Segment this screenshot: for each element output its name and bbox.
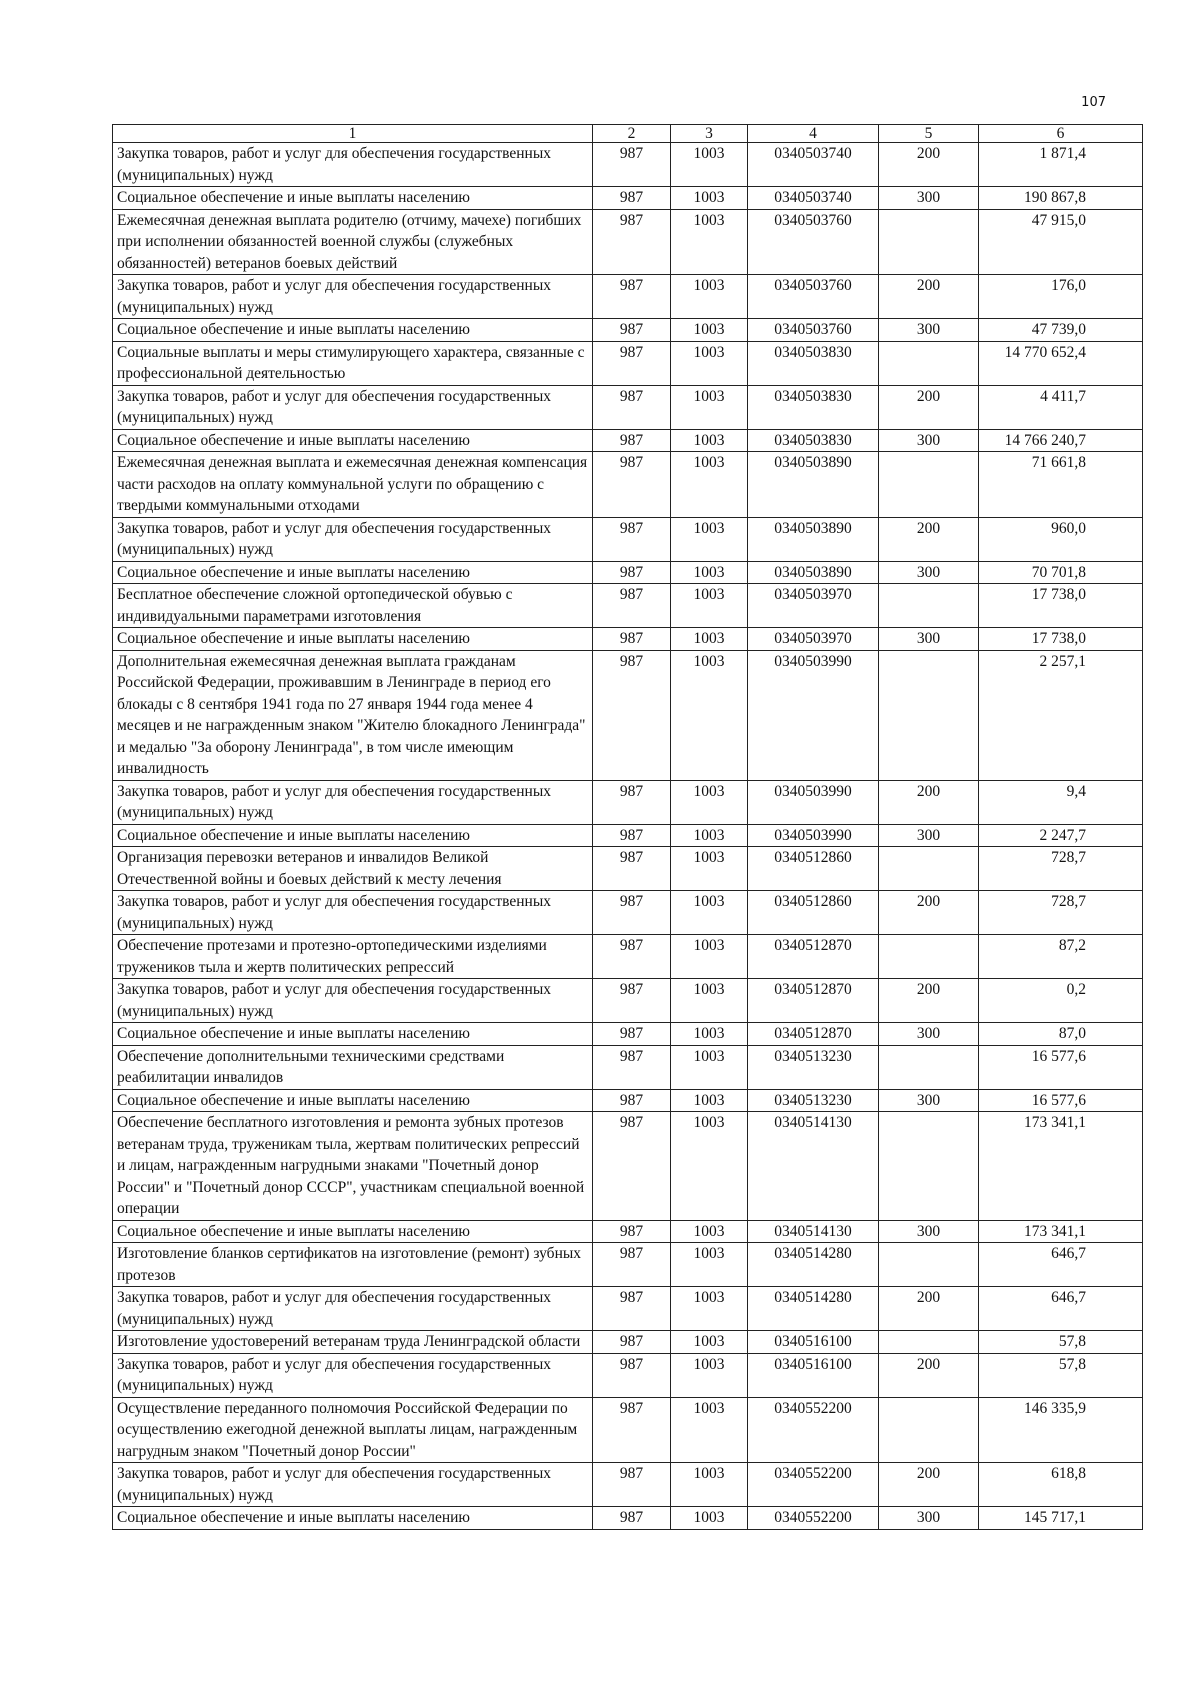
row-col-3: 1003 — [671, 517, 748, 561]
row-col-3: 1003 — [671, 847, 748, 891]
row-amount: 9,4 — [979, 780, 1143, 824]
row-col-5: 300 — [879, 1220, 979, 1243]
page-number: 107 — [1081, 95, 1106, 110]
row-name: Закупка товаров, работ и услуг для обеспечения государственных (муниципальных) нужд — [113, 1463, 593, 1507]
table-row — [113, 1112, 1143, 1221]
table-row — [113, 143, 1143, 187]
row-col-5: 200 — [879, 143, 979, 187]
row-name: Ежемесячная денежная выплата и ежемесячная денежная компенсация части расходов на оплату коммунальной услуги по обращению с твердыми коммунальными отходами — [113, 452, 593, 518]
row-col-2: 987 — [593, 209, 671, 275]
row-col-2: 987 — [593, 517, 671, 561]
header-col-4: 4 — [748, 125, 879, 143]
row-col-5: 200 — [879, 385, 979, 429]
row-col-2: 987 — [593, 979, 671, 1023]
row-amount: 16 577,6 — [979, 1045, 1143, 1089]
table-row — [113, 561, 1143, 584]
row-col-3: 1003 — [671, 1220, 748, 1243]
row-amount: 17 738,0 — [979, 628, 1143, 651]
header-col-1: 1 — [113, 125, 593, 143]
row-col-3: 1003 — [671, 1243, 748, 1287]
row-col-3: 1003 — [671, 1287, 748, 1331]
row-col-4: 0340512860 — [748, 891, 879, 935]
row-amount: 16 577,6 — [979, 1089, 1143, 1112]
row-col-5: 300 — [879, 187, 979, 210]
row-amount: 17 738,0 — [979, 584, 1143, 628]
row-name: Социальное обеспечение и иные выплаты населению — [113, 1507, 593, 1530]
row-col-4: 0340512860 — [748, 847, 879, 891]
table-row — [113, 979, 1143, 1023]
row-col-3: 1003 — [671, 561, 748, 584]
table-row — [113, 847, 1143, 891]
row-col-2: 987 — [593, 1243, 671, 1287]
row-col-3: 1003 — [671, 824, 748, 847]
row-col-4: 0340512870 — [748, 1023, 879, 1046]
row-col-5: 200 — [879, 275, 979, 319]
table-row — [113, 1023, 1143, 1046]
row-col-2: 987 — [593, 385, 671, 429]
row-col-3: 1003 — [671, 209, 748, 275]
header-col-5: 5 — [879, 125, 979, 143]
row-col-4: 0340503990 — [748, 780, 879, 824]
row-col-5 — [879, 341, 979, 385]
row-col-4: 0340503740 — [748, 187, 879, 210]
row-col-3: 1003 — [671, 452, 748, 518]
row-amount: 14 766 240,7 — [979, 429, 1143, 452]
row-col-2: 987 — [593, 452, 671, 518]
row-amount: 2 257,1 — [979, 650, 1143, 780]
row-col-3: 1003 — [671, 1331, 748, 1354]
row-amount: 4 411,7 — [979, 385, 1143, 429]
row-col-5: 300 — [879, 1089, 979, 1112]
row-amount: 618,8 — [979, 1463, 1143, 1507]
row-name: Организация перевозки ветеранов и инвалидов Великой Отечественной войны и боевых действий к месту лечения — [113, 847, 593, 891]
row-col-4: 0340503890 — [748, 561, 879, 584]
row-col-4: 0340514130 — [748, 1112, 879, 1221]
table-row — [113, 584, 1143, 628]
row-amount: 47 915,0 — [979, 209, 1143, 275]
row-col-2: 987 — [593, 319, 671, 342]
table-row — [113, 1045, 1143, 1089]
row-col-4: 0340503830 — [748, 341, 879, 385]
row-col-2: 987 — [593, 935, 671, 979]
row-name: Бесплатное обеспечение сложной ортопедической обувью с индивидуальными параметрами изготовления — [113, 584, 593, 628]
row-name: Социальное обеспечение и иные выплаты населению — [113, 824, 593, 847]
row-amount: 0,2 — [979, 979, 1143, 1023]
row-col-3: 1003 — [671, 891, 748, 935]
header-col-3: 3 — [671, 125, 748, 143]
table-row — [113, 1243, 1143, 1287]
row-col-5: 300 — [879, 628, 979, 651]
table-row — [113, 1287, 1143, 1331]
row-col-4: 0340514280 — [748, 1287, 879, 1331]
row-col-4: 0340512870 — [748, 979, 879, 1023]
row-amount: 71 661,8 — [979, 452, 1143, 518]
row-name: Обеспечение бесплатного изготовления и ремонта зубных протезов ветеранам труда, труженикам тыла, жертвам политических репрессий и лицам, награжденным нагрудными знаками "Почетный донор России" и "Почетный донор СССР", участникам специальной военной операции — [113, 1112, 593, 1221]
row-col-5: 200 — [879, 1353, 979, 1397]
row-col-2: 987 — [593, 584, 671, 628]
row-name: Дополнительная ежемесячная денежная выплата гражданам Российской Федерации, проживавшим в Ленинграде в период его блокады с 8 сентября 1941 года по 27 января 1944 года менее 4 месяцев и не награжденным знаком "Жителю блокадного Ленинграда" и медалью "За оборону Ленинграда", в том числе имеющим инвалидность — [113, 650, 593, 780]
row-col-3: 1003 — [671, 1507, 748, 1530]
row-col-4: 0340503760 — [748, 275, 879, 319]
table-row — [113, 891, 1143, 935]
row-col-2: 987 — [593, 429, 671, 452]
row-name: Закупка товаров, работ и услуг для обеспечения государственных (муниципальных) нужд — [113, 143, 593, 187]
row-col-3: 1003 — [671, 319, 748, 342]
row-col-4: 0340513230 — [748, 1045, 879, 1089]
row-name: Социальное обеспечение и иные выплаты населению — [113, 561, 593, 584]
row-col-3: 1003 — [671, 1045, 748, 1089]
row-col-4: 0340514130 — [748, 1220, 879, 1243]
row-col-2: 987 — [593, 1045, 671, 1089]
row-name: Обеспечение дополнительными техническими средствами реабилитации инвалидов — [113, 1045, 593, 1089]
table-row — [113, 187, 1143, 210]
row-name: Социальные выплаты и меры стимулирующего характера, связанные с профессиональной деятельностью — [113, 341, 593, 385]
row-col-5: 200 — [879, 1463, 979, 1507]
row-col-4: 0340552200 — [748, 1507, 879, 1530]
row-col-3: 1003 — [671, 1397, 748, 1463]
row-col-2: 987 — [593, 341, 671, 385]
row-col-3: 1003 — [671, 187, 748, 210]
table-row — [113, 1463, 1143, 1507]
row-col-5 — [879, 847, 979, 891]
table-row — [113, 935, 1143, 979]
row-col-5 — [879, 1397, 979, 1463]
table-row — [113, 824, 1143, 847]
row-col-5: 300 — [879, 1023, 979, 1046]
table-row — [113, 275, 1143, 319]
row-col-4: 0340552200 — [748, 1397, 879, 1463]
row-col-4: 0340503830 — [748, 385, 879, 429]
row-col-4: 0340512870 — [748, 935, 879, 979]
row-col-2: 987 — [593, 1112, 671, 1221]
row-name: Социальное обеспечение и иные выплаты населению — [113, 319, 593, 342]
row-amount: 47 739,0 — [979, 319, 1143, 342]
row-col-4: 0340503760 — [748, 209, 879, 275]
row-name: Закупка товаров, работ и услуг для обеспечения государственных (муниципальных) нужд — [113, 1287, 593, 1331]
row-col-4: 0340514280 — [748, 1243, 879, 1287]
row-col-2: 987 — [593, 1089, 671, 1112]
table-row — [113, 209, 1143, 275]
table-row — [113, 780, 1143, 824]
row-amount: 190 867,8 — [979, 187, 1143, 210]
row-name: Закупка товаров, работ и услуг для обеспечения государственных (муниципальных) нужд — [113, 780, 593, 824]
row-name: Социальное обеспечение и иные выплаты населению — [113, 187, 593, 210]
row-col-4: 0340503970 — [748, 628, 879, 651]
row-amount: 176,0 — [979, 275, 1143, 319]
row-col-3: 1003 — [671, 628, 748, 651]
row-name: Закупка товаров, работ и услуг для обеспечения государственных (муниципальных) нужд — [113, 517, 593, 561]
table-row — [113, 385, 1143, 429]
row-amount: 57,8 — [979, 1353, 1143, 1397]
row-col-2: 987 — [593, 1331, 671, 1354]
row-col-2: 987 — [593, 650, 671, 780]
row-col-5: 200 — [879, 979, 979, 1023]
row-col-3: 1003 — [671, 429, 748, 452]
row-name: Закупка товаров, работ и услуг для обеспечения государственных (муниципальных) нужд — [113, 979, 593, 1023]
row-col-2: 987 — [593, 1023, 671, 1046]
table-row — [113, 1507, 1143, 1530]
row-amount: 646,7 — [979, 1243, 1143, 1287]
row-col-2: 987 — [593, 1220, 671, 1243]
row-col-2: 987 — [593, 1287, 671, 1331]
row-col-3: 1003 — [671, 780, 748, 824]
row-col-5: 200 — [879, 1287, 979, 1331]
row-col-2: 987 — [593, 561, 671, 584]
row-col-4: 0340503970 — [748, 584, 879, 628]
row-col-5: 200 — [879, 780, 979, 824]
row-col-5 — [879, 1045, 979, 1089]
row-col-2: 987 — [593, 847, 671, 891]
row-col-5 — [879, 1112, 979, 1221]
row-name: Закупка товаров, работ и услуг для обеспечения государственных (муниципальных) нужд — [113, 1353, 593, 1397]
row-col-4: 0340503990 — [748, 650, 879, 780]
row-col-3: 1003 — [671, 143, 748, 187]
row-col-4: 0340503890 — [748, 517, 879, 561]
row-col-3: 1003 — [671, 1463, 748, 1507]
row-col-5: 300 — [879, 824, 979, 847]
row-amount: 57,8 — [979, 1331, 1143, 1354]
row-col-4: 0340516100 — [748, 1331, 879, 1354]
row-amount: 70 701,8 — [979, 561, 1143, 584]
table-row — [113, 1089, 1143, 1112]
table-row — [113, 429, 1143, 452]
row-amount: 646,7 — [979, 1287, 1143, 1331]
table-row — [113, 341, 1143, 385]
row-amount: 145 717,1 — [979, 1507, 1143, 1530]
table-row — [113, 1353, 1143, 1397]
row-name: Закупка товаров, работ и услуг для обеспечения государственных (муниципальных) нужд — [113, 385, 593, 429]
table-row — [113, 1331, 1143, 1354]
row-col-5: 300 — [879, 561, 979, 584]
row-name: Осуществление переданного полномочия Российской Федерации по осуществлению ежегодной денежной выплаты лицам, награжденным нагрудным знаком "Почетный донор России" — [113, 1397, 593, 1463]
row-col-3: 1003 — [671, 275, 748, 319]
row-col-2: 987 — [593, 1397, 671, 1463]
header-row — [113, 125, 1143, 143]
table-row — [113, 319, 1143, 342]
row-col-5 — [879, 935, 979, 979]
row-col-4: 0340503760 — [748, 319, 879, 342]
row-col-2: 987 — [593, 1463, 671, 1507]
row-col-2: 987 — [593, 1353, 671, 1397]
row-name: Изготовление удостоверений ветеранам труда Ленинградской области — [113, 1331, 593, 1354]
row-col-3: 1003 — [671, 385, 748, 429]
row-name: Ежемесячная денежная выплата родителю (отчиму, мачехе) погибших при исполнении обязанностей военной службы (служебных обязанностей) ветеранов боевых действий — [113, 209, 593, 275]
row-col-4: 0340513230 — [748, 1089, 879, 1112]
row-col-3: 1003 — [671, 1089, 748, 1112]
row-name: Закупка товаров, работ и услуг для обеспечения государственных (муниципальных) нужд — [113, 275, 593, 319]
row-amount: 14 770 652,4 — [979, 341, 1143, 385]
row-col-3: 1003 — [671, 1023, 748, 1046]
row-col-4: 0340516100 — [748, 1353, 879, 1397]
budget-table — [112, 124, 1143, 1530]
row-amount: 146 335,9 — [979, 1397, 1143, 1463]
table-row — [113, 1220, 1143, 1243]
row-amount: 87,0 — [979, 1023, 1143, 1046]
row-col-2: 987 — [593, 780, 671, 824]
row-col-5: 300 — [879, 319, 979, 342]
row-col-5 — [879, 1331, 979, 1354]
row-col-5 — [879, 1243, 979, 1287]
row-amount: 1 871,4 — [979, 143, 1143, 187]
row-col-2: 987 — [593, 187, 671, 210]
row-name: Социальное обеспечение и иные выплаты населению — [113, 1023, 593, 1046]
row-col-4: 0340503890 — [748, 452, 879, 518]
header-col-6: 6 — [979, 125, 1143, 143]
row-col-3: 1003 — [671, 584, 748, 628]
row-name: Изготовление бланков сертификатов на изготовление (ремонт) зубных протезов — [113, 1243, 593, 1287]
row-name: Социальное обеспечение и иные выплаты населению — [113, 628, 593, 651]
row-amount: 173 341,1 — [979, 1112, 1143, 1221]
header-col-2: 2 — [593, 125, 671, 143]
row-col-5 — [879, 452, 979, 518]
table-body — [113, 143, 1143, 1530]
row-amount: 728,7 — [979, 891, 1143, 935]
row-col-3: 1003 — [671, 1353, 748, 1397]
table-row — [113, 650, 1143, 780]
row-name: Социальное обеспечение и иные выплаты населению — [113, 1089, 593, 1112]
row-col-5 — [879, 209, 979, 275]
row-col-4: 0340503990 — [748, 824, 879, 847]
row-col-2: 987 — [593, 275, 671, 319]
row-name: Обеспечение протезами и протезно-ортопедическими изделиями тружеников тыла и жертв политических репрессий — [113, 935, 593, 979]
table-row — [113, 1397, 1143, 1463]
row-col-3: 1003 — [671, 1112, 748, 1221]
row-name: Закупка товаров, работ и услуг для обеспечения государственных (муниципальных) нужд — [113, 891, 593, 935]
row-col-3: 1003 — [671, 650, 748, 780]
table-row — [113, 517, 1143, 561]
row-name: Социальное обеспечение и иные выплаты населению — [113, 429, 593, 452]
row-col-3: 1003 — [671, 935, 748, 979]
row-col-3: 1003 — [671, 341, 748, 385]
row-col-4: 0340503740 — [748, 143, 879, 187]
row-col-4: 0340552200 — [748, 1463, 879, 1507]
row-col-3: 1003 — [671, 979, 748, 1023]
row-col-5 — [879, 650, 979, 780]
row-col-2: 987 — [593, 891, 671, 935]
row-amount: 87,2 — [979, 935, 1143, 979]
row-col-2: 987 — [593, 143, 671, 187]
row-col-2: 987 — [593, 824, 671, 847]
table-header — [113, 125, 1143, 143]
row-col-2: 987 — [593, 628, 671, 651]
row-amount: 728,7 — [979, 847, 1143, 891]
row-name: Социальное обеспечение и иные выплаты населению — [113, 1220, 593, 1243]
table-row — [113, 452, 1143, 518]
row-col-5: 200 — [879, 517, 979, 561]
row-amount: 2 247,7 — [979, 824, 1143, 847]
row-col-2: 987 — [593, 1507, 671, 1530]
table-row — [113, 628, 1143, 651]
row-amount: 173 341,1 — [979, 1220, 1143, 1243]
row-col-5 — [879, 584, 979, 628]
row-col-4: 0340503830 — [748, 429, 879, 452]
row-col-5: 300 — [879, 1507, 979, 1530]
row-col-5: 300 — [879, 429, 979, 452]
row-col-5: 200 — [879, 891, 979, 935]
row-amount: 960,0 — [979, 517, 1143, 561]
